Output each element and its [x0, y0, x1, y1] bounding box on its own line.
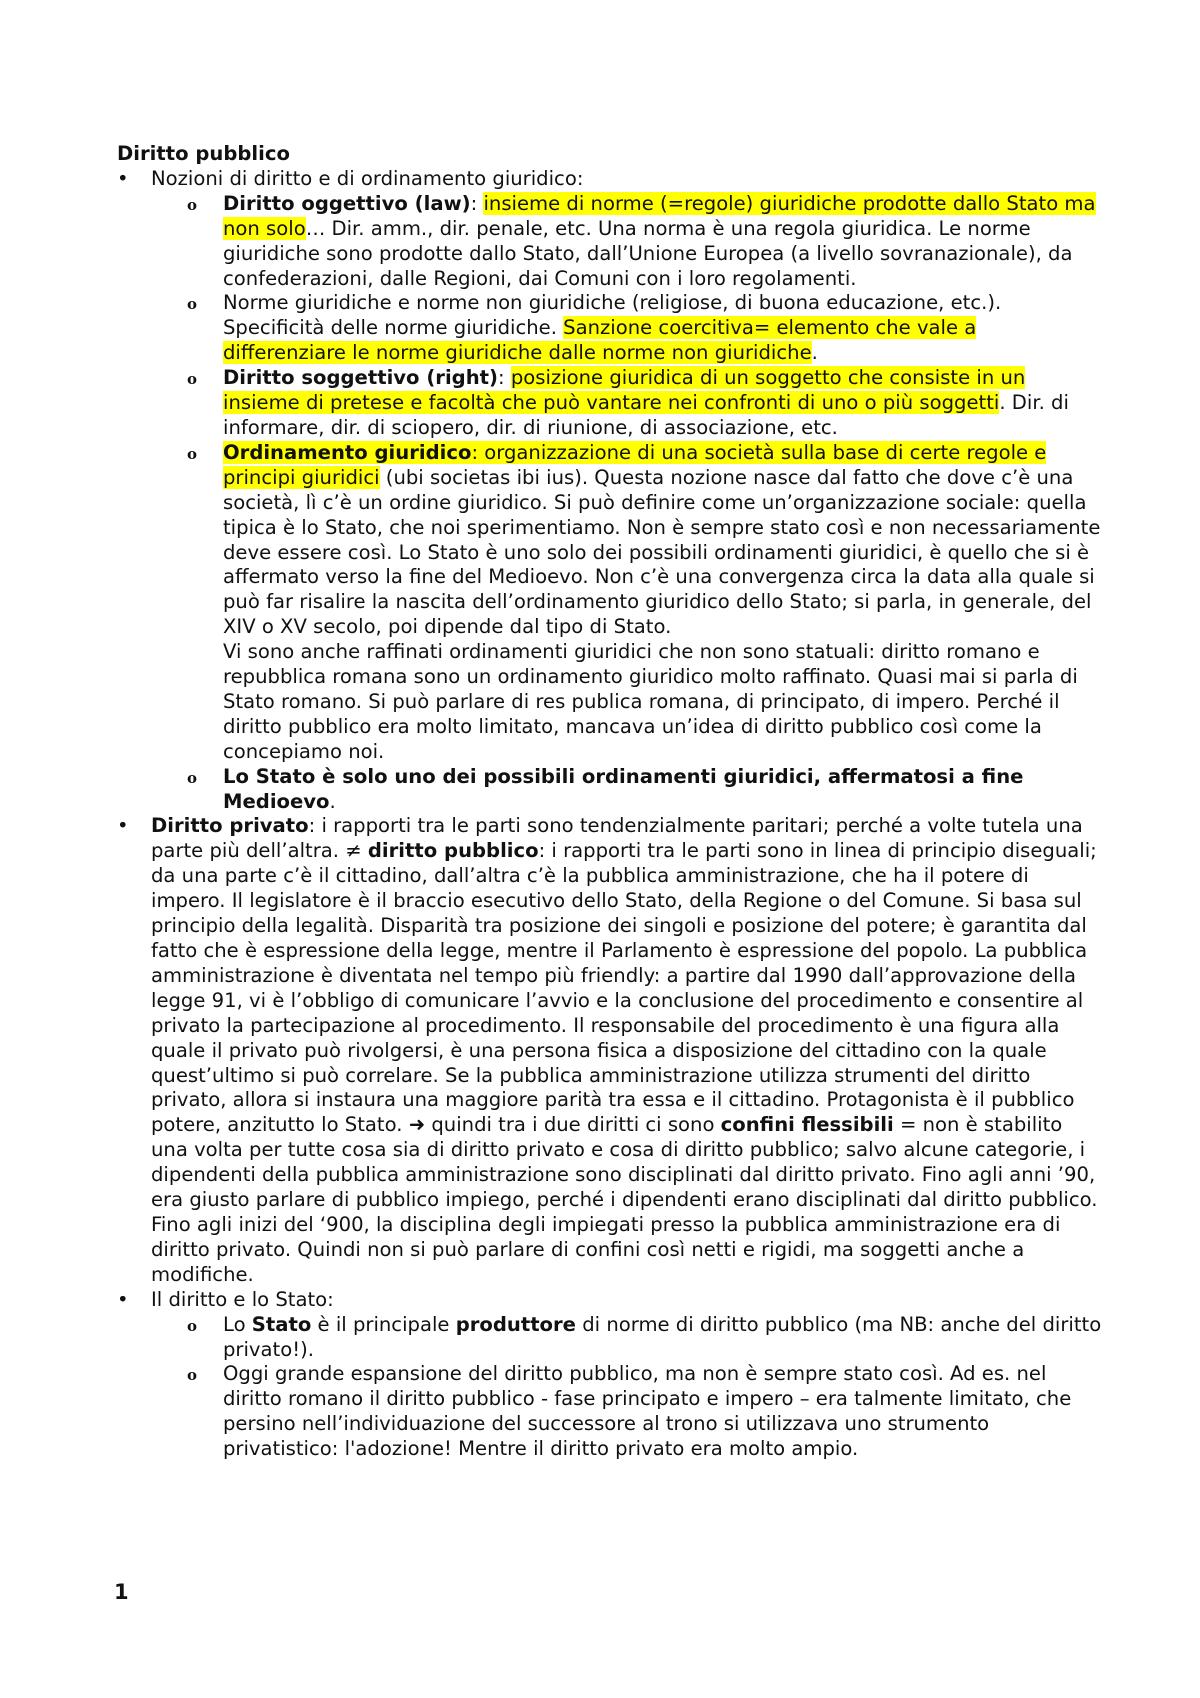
- list-item-espansione: [151, 1362, 1103, 1462]
- bullet-intro-diritto-stato: Il diritto e lo Stato:: [151, 1287, 334, 1311]
- term-diritto-privato: Diritto privato: [151, 814, 309, 838]
- list-item-lo-stato: [151, 765, 1103, 815]
- list-item: [117, 1288, 1103, 1462]
- term-produttore: produttore: [455, 1312, 576, 1336]
- list-item-norme-giuridiche: [151, 291, 1103, 366]
- item-text: Lo: [223, 1312, 252, 1336]
- list-item-ordinamento-giuridico: [151, 441, 1103, 765]
- highlighted-definition: insieme di norme (=regole) giuridiche prodotte dallo Stato ma non solo: [223, 191, 1096, 240]
- sub-list-diritto-stato: [151, 1313, 1103, 1462]
- item-text: = non è stabilito una volta per tutte cosa sia di diritto privato e cosa di diritto pubblico; salvo alcune categorie, i dipendenti della pubblica amministrazione sono disciplinati dal diritto privato. Fino agli anni ’90, era giusto parlare di pubblico impiego, perché i dipendenti erano disciplinati dal diritto pubblico. Fino agli inizi del ‘900, la disciplina degli impiegati presso la pubblica amministrazione era di diritto privato. Quindi non si può parlare di confini così netti e rigidi, ma soggetti anche a modifiche.: [151, 1113, 1098, 1286]
- list-item-diritto-privato: [117, 814, 1103, 1287]
- term-diritto-soggettivo: Diritto soggettivo (right): [223, 366, 498, 390]
- highlighted-definition: posizione giuridica di un soggetto che consiste in un insieme di pretese e facoltà che può vantare nei confronti di uno o più soggetti: [223, 366, 1026, 415]
- term-diritto-oggettivo: Diritto oggettivo (law): [223, 191, 471, 215]
- item-text: (ubi societas ibi ius). Questa nozione nasce dal fatto che dove c’è una società, lì c’è un ordine giuridico. Si può definire come un’organizzazione sociale: quella tipica è lo Stato, che noi sperimentiamo. Non è sempre stato così e non necessariamente deve essere così. Lo Stato è uno solo dei possibili ordinamenti giuridici, è quello che si è affermato verso la fine del Medioevo. Non c’è una convergenza circa la data alla quale si può far risalire la nascita dell’ordinamento giuridico dello Stato; si parla, in generale, del XIV o XV secolo, poi dipende dal tipo di Stato.: [223, 465, 1101, 639]
- list-item-diritto-oggettivo: [151, 192, 1103, 292]
- highlighted-definition: : organizzazione di una società sulla base di certe regole e principi giuridici: [223, 440, 1047, 489]
- item-text: : i rapporti tra le parti sono in linea di principio diseguali; da una parte c’è il cittadino, dall’altra c’è la pubblica amministrazione, che ha il potere di impero. Il legislatore è il braccio esecutivo dello Stato, della Regione o del Comune. Si basa sul principio della legalità. Disparità tra posizione dei singoli e posizione del potere; è garantita dal fatto che è espressione della legge, mentre il Parlamento è espressione del popolo. La pubblica amministrazione è diventata nel tempo più friendly: a partire dal 1990 dall’approvazione della legge 91, vi è l’obbligo di comunicare l’avvio e la conclusione del procedimento e consentire al privato la partecipazione al procedimento. Il responsabile del procedimento è una figura alla quale il privato può rivolgersi, è una persona fisica a disposizione del cittadino con la quale quest’ultimo si può correlare. Se la pubblica amministrazione utilizza strumenti del diritto privato, allora si instaura una maggiore parità tra essa e il cittadino. Protagonista è il pubblico potere, anzitutto lo Stato. ➜ quindi tra i due diritti ci sono: [151, 839, 1097, 1137]
- bold-statement: Lo Stato è solo uno dei possibili ordinamenti giuridici, affermatosi a fine Medioevo: [223, 764, 1024, 813]
- item-end: .: [811, 341, 818, 365]
- list-item: [117, 167, 1103, 815]
- term-confini-flessibili: confini flessibili: [720, 1113, 894, 1137]
- separator: :: [497, 366, 511, 390]
- item-end: .: [329, 789, 336, 813]
- document-title: Diritto pubblico: [117, 142, 290, 165]
- item-text: : i rapporti tra le parti sono tendenzialmente paritari; perché a volte tutela una parte più dell’altra. ≠: [151, 814, 1083, 863]
- item-paragraph-2: Vi sono anche raffinati ordinamenti giuridici che non sono statuali: diritto romano e repubblica romana sono un ordinamento giuridico molto raffinato. Quasi mai si parla di Stato romano. Si può parlare di res publica romana, di principato, di impero. Perché il diritto pubblico era molto limitato, mancava un’idea di diritto pubblico così come la concepiamo noi.: [223, 640, 1078, 763]
- term-ordinamento-giuridico: Ordinamento giuridico: [223, 440, 472, 464]
- item-text: . Dir. di informare, dir. di sciopero, dir. di riunione, di associazione, etc.: [223, 391, 1069, 439]
- term-stato: Stato: [251, 1312, 312, 1336]
- item-text: è il principale: [311, 1312, 456, 1336]
- item-text: Oggi grande espansione del diritto pubblico, ma non è sempre stato così. Ad es. nel diritto romano il diritto pubblico - fase principato e impero – era talmente limitato, che persino nell’individuazione del successore al trono si utilizzava uno strumento privatistico: l'adozione! Mentre il diritto privato era molto ampio.: [223, 1362, 1072, 1461]
- page-number: 1: [114, 1580, 129, 1604]
- item-text: Norme giuridiche e norme non giuridiche (religiose, di buona educazione, etc.). Specificità delle norme giuridiche.: [223, 291, 1002, 340]
- list-item-stato-produttore: [151, 1313, 1103, 1363]
- main-bullet-list: [117, 167, 1103, 1462]
- document-body: [117, 142, 1103, 1462]
- highlighted-definition: Sanzione coercitiva= elemento che vale a differenziare le norme giuridiche dalle norme non giuridiche: [223, 316, 977, 365]
- item-text: di norme di diritto pubblico (ma NB: anche del diritto privato!).: [223, 1312, 1102, 1361]
- bullet-intro-nozioni: Nozioni di diritto e di ordinamento giuridico:: [151, 166, 584, 190]
- list-item-diritto-soggettivo: [151, 366, 1103, 441]
- separator: :: [470, 191, 484, 215]
- sub-list-nozioni: [151, 192, 1103, 815]
- term-diritto-pubblico: diritto pubblico: [367, 839, 539, 863]
- item-text: … Dir. amm., dir. penale, etc. Una norma è una regola giuridica. Le norme giuridiche sono prodotte dallo Stato, dall’Unione Europea (a livello sovranazionale), da confederazioni, dalle Regioni, dai Comuni con i loro regolamenti.: [223, 216, 1073, 290]
